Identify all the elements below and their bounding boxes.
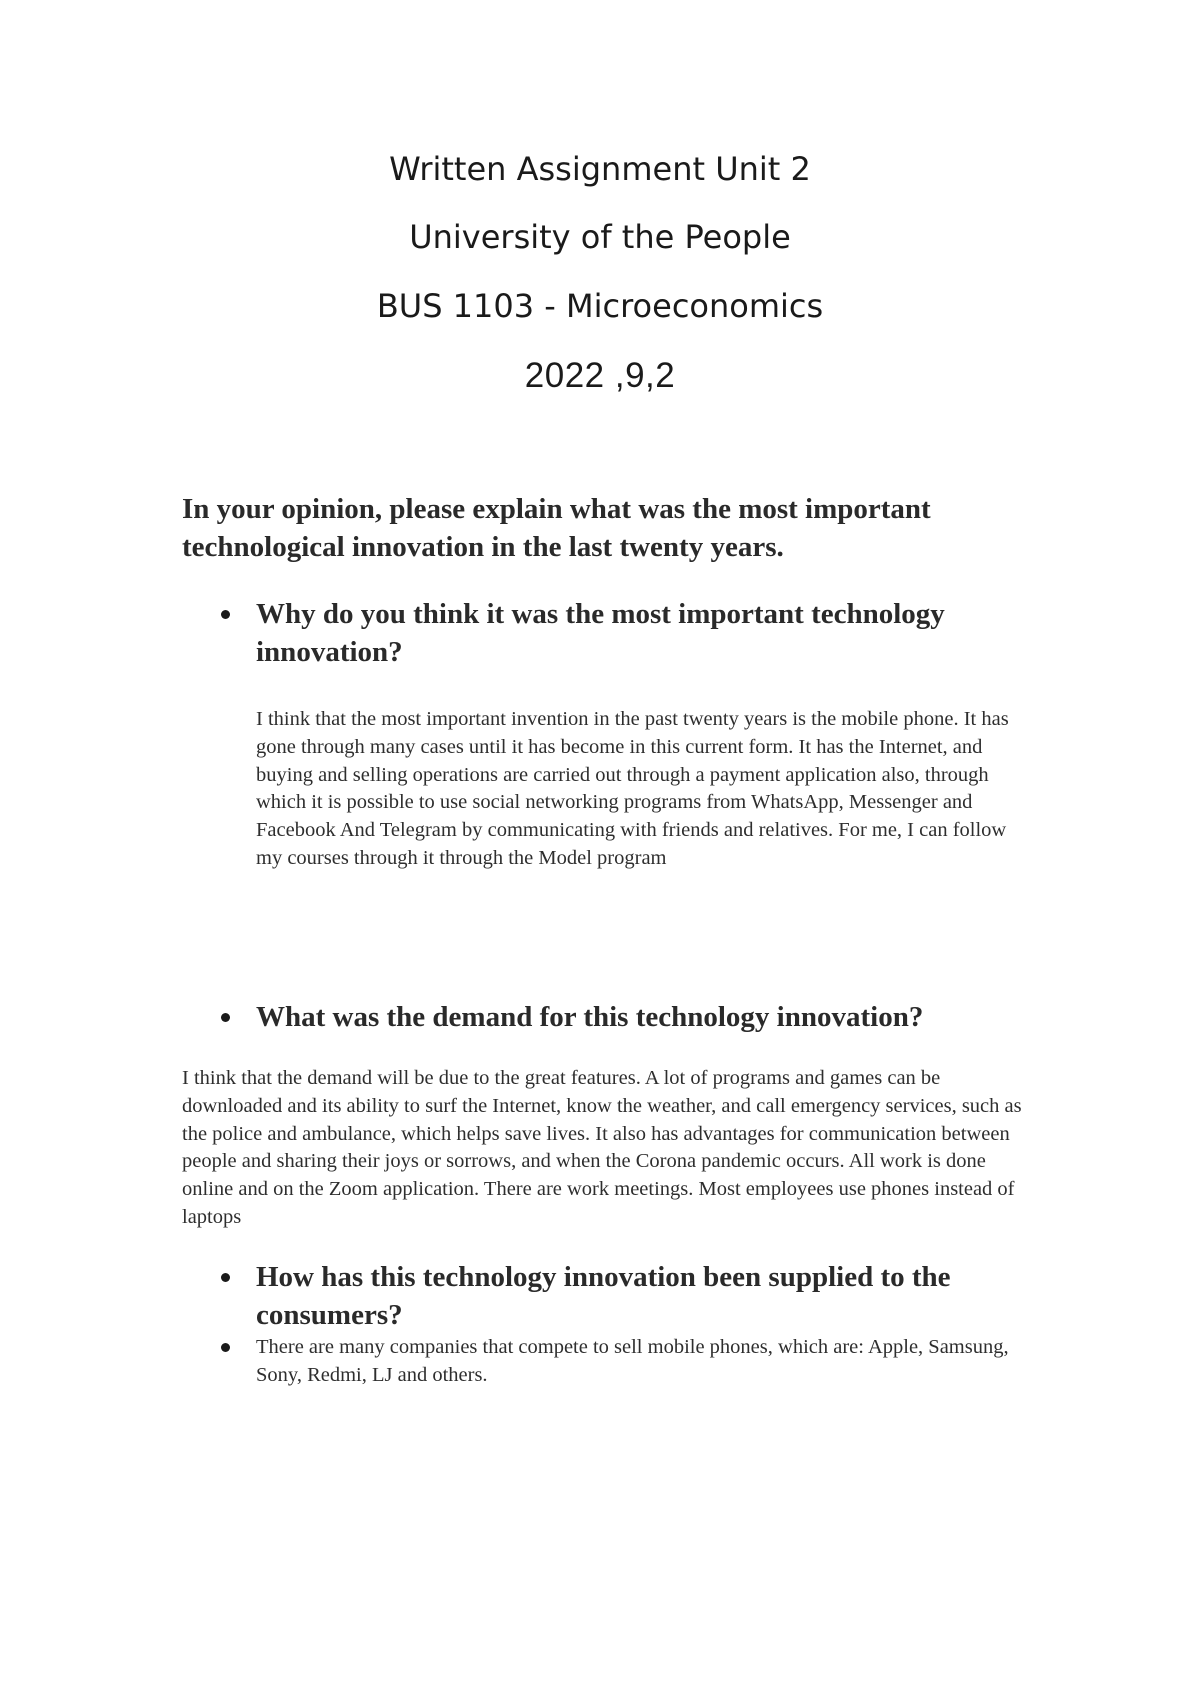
bullet-icon [221, 610, 230, 619]
main-question: In your opinion, please explain what was the most important technological innovation in the last twenty years. [182, 493, 931, 563]
section-heading: Why do you think it was the most important technology innovation? [256, 598, 945, 668]
assignment-title: Written Assignment Unit 2 [389, 150, 811, 188]
course-name: BUS 1103 - Microeconomics [376, 287, 824, 325]
assignment-date: 2022 ,9,2 [524, 356, 676, 395]
section-answer: I think that the demand will be due to the great features. A lot of programs and games can be downloaded and its ability to surf the Internet, know the weather, and call emergency services, such as the police and ambulance, which helps save lives. It also has advantages for communication between people and sharing their joys or sorrows, and when the Corona pandemic occurs. All work is done online and on the Zoom application. There are work meetings. Most employees use phones instead of laptops [182, 1067, 1022, 1228]
bullet-icon [221, 1343, 230, 1352]
section-answer: There are many companies that compete to sell mobile phones, which are: Apple, Samsung, Sony, Redmi, LJ and others. [256, 1336, 1009, 1386]
section-answer: I think that the most important invention in the past twenty years is the mobile phone. It has gone through many cases until it has become in this current form. It has the Internet, and buying and selling operations are carried out through a payment application also, through which it is possible to use social networking programs from WhatsApp, Messenger and Facebook And Telegram by communicating with friends and relatives. For me, I can follow my courses through it through the Model program [256, 708, 1009, 869]
university-name: University of the People [409, 218, 791, 256]
bullet-icon [221, 1013, 230, 1022]
section-heading: How has this technology innovation been supplied to the consumers? [256, 1261, 951, 1331]
bullet-icon [221, 1273, 230, 1282]
section-heading: What was the demand for this technology innovation? [256, 1001, 924, 1033]
